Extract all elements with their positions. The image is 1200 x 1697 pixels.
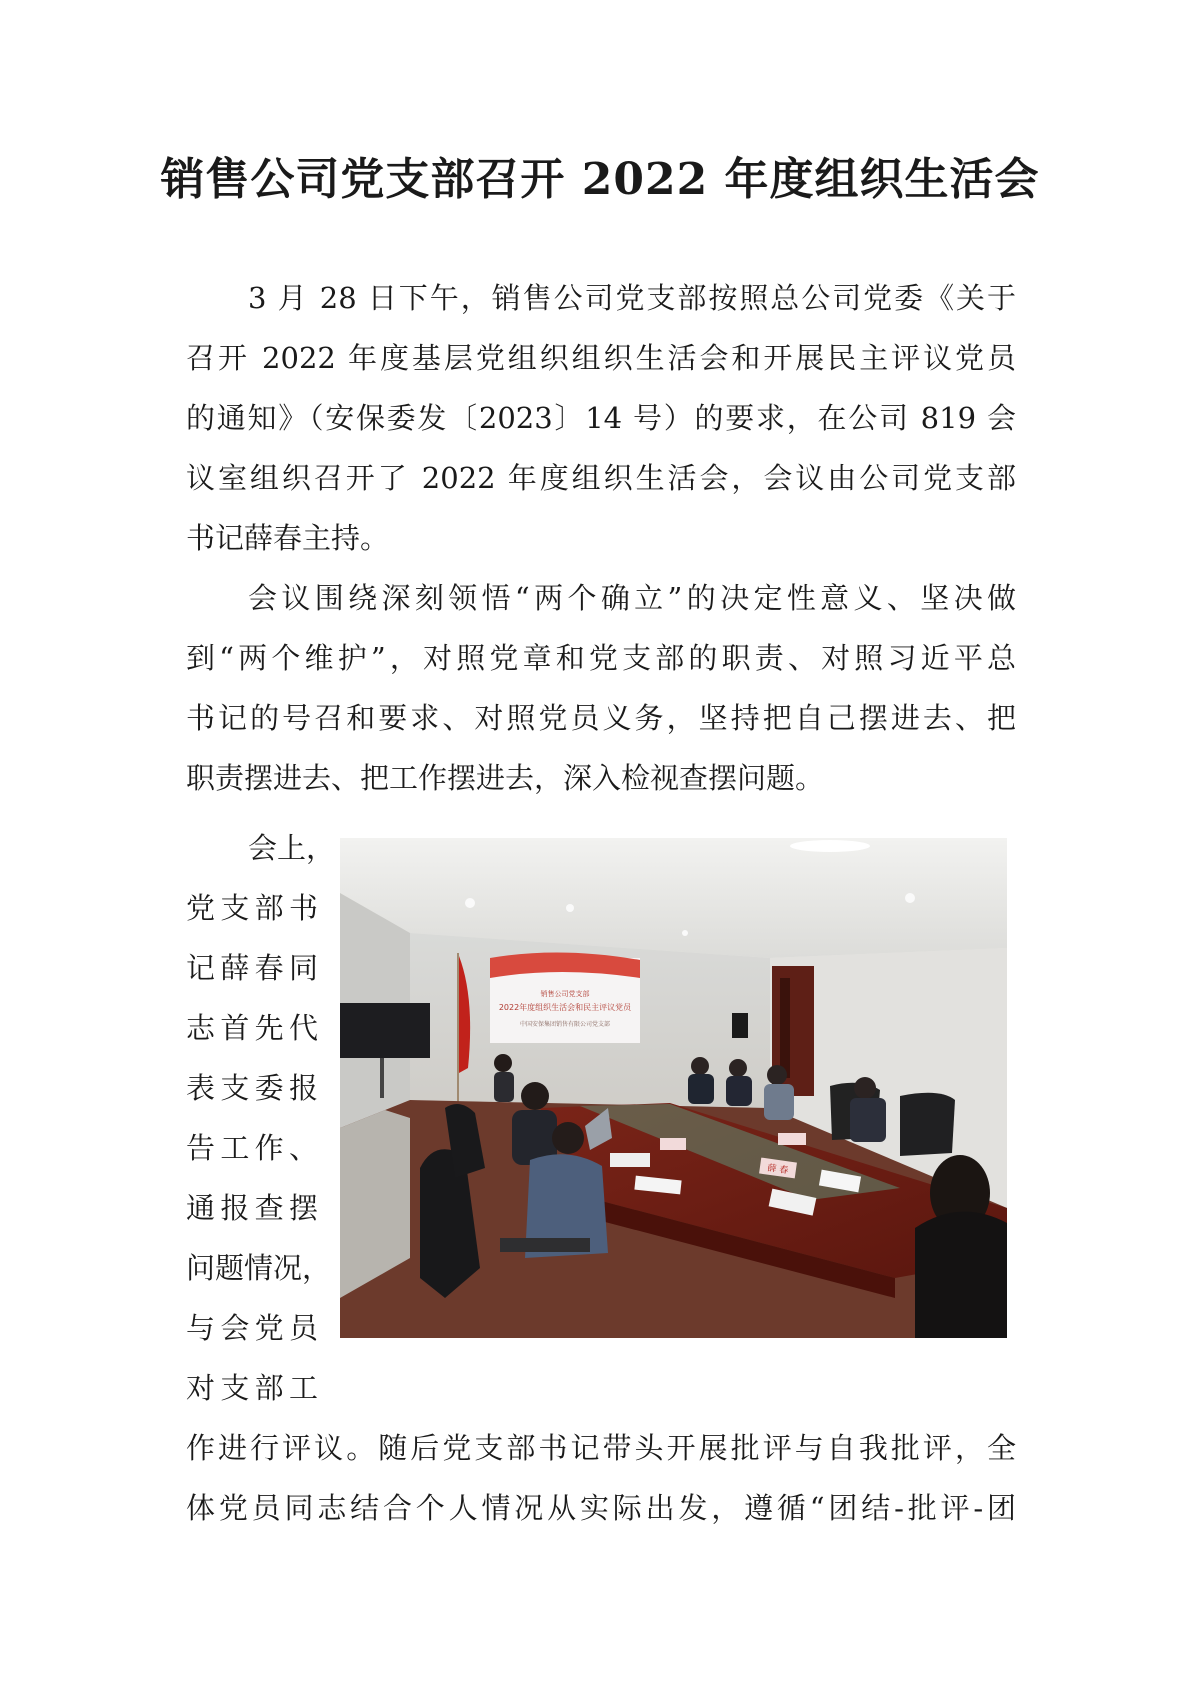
- side-text-line: 问题情况，: [186, 1251, 332, 1285]
- paragraph-line: 3 月 28 日下午，销售公司党支部按照总公司党委《关于: [248, 281, 1016, 315]
- side-text-line: 与会党员: [186, 1311, 318, 1345]
- side-text-line: 告工作、: [186, 1131, 318, 1165]
- paragraph-line: 书记薛春主持。: [186, 521, 390, 555]
- slide-text: 中国安保集团销售有限公司党支部: [519, 1021, 611, 1028]
- document-title: 销售公司党支部召开 2022 年度组织生活会: [160, 154, 1040, 205]
- side-text-line: 党支部书: [186, 891, 318, 925]
- paragraph-line: 议室组织召开了 2022 年度组织生活会，会议由公司党支部: [186, 461, 1016, 495]
- paragraph-line: 到“两个维护”，对照党章和党支部的职责、对照习近平总: [186, 641, 1016, 675]
- slide-text: 2022年度组织生活会和民主评议党员: [498, 1003, 632, 1012]
- paragraph-line: 作进行评议。随后党支部书记带头开展批评与自我批评，全: [186, 1431, 1016, 1465]
- paragraph-line: 体党员同志结合个人情况从实际出发，遵循“团结-批评-团: [186, 1491, 1016, 1525]
- side-text-line: 通报查摆: [186, 1191, 318, 1225]
- side-text-line: 表支委报: [186, 1071, 318, 1105]
- paragraph-line: 书记的号召和要求、对照党员义务，坚持把自己摆进去、把: [186, 701, 1016, 735]
- paragraph-line: 召开 2022 年度基层党组织组织生活会和开展民主评议党员: [186, 341, 1016, 375]
- side-text-line: 对支部工: [186, 1371, 318, 1405]
- paragraph-line: 会议围绕深刻领悟“两个确立”的决定性意义、坚决做: [248, 581, 1016, 615]
- side-text-line: 记薛春同: [186, 951, 318, 985]
- slide-text: 销售公司党支部: [540, 990, 590, 998]
- side-text-line: 志首先代: [186, 1011, 318, 1045]
- meeting-photo: [340, 838, 1007, 1338]
- paragraph-line: 职责摆进去、把工作摆进去，深入检视查摆问题。: [186, 761, 825, 795]
- paragraph-line: 的通知》（安保委发〔2023〕14 号）的要求，在公司 819 会: [186, 401, 1016, 435]
- nameplate-text: 薛 春: [766, 1163, 789, 1177]
- side-text-line: 会上，: [248, 831, 336, 865]
